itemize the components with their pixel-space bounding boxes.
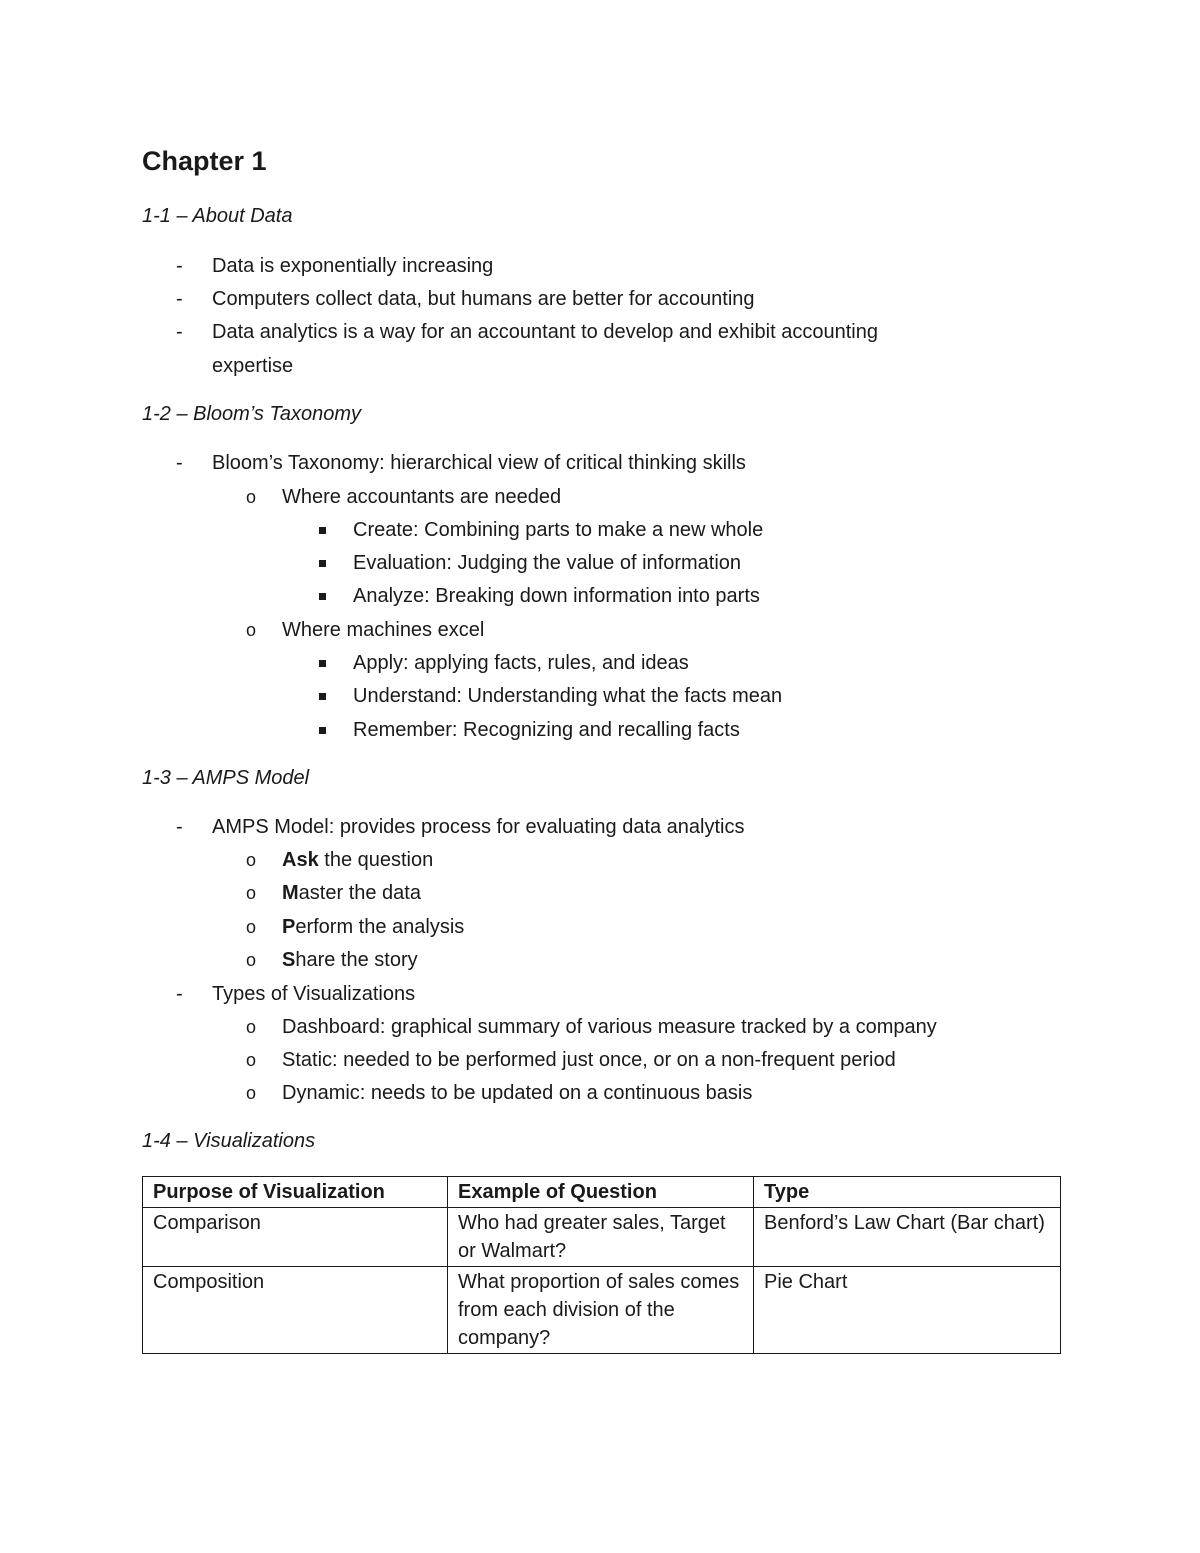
circle-bullet: o	[246, 487, 257, 507]
square-bullet	[319, 527, 326, 534]
column-header-purpose: Purpose of Visualization	[143, 1177, 448, 1208]
square-bullet	[319, 693, 326, 700]
circle-bullet: o	[246, 620, 257, 640]
list-item: Types of Visualizations	[212, 983, 416, 1005]
list-item: Bloom’s Taxonomy: hierarchical view of critical thinking skills	[212, 452, 746, 474]
table-header-row	[143, 1177, 1061, 1208]
amps-step-share	[282, 946, 418, 974]
table-cell: Benford’s Law Chart (Bar chart)	[754, 1208, 1061, 1267]
sub-list-item: Where accountants are needed	[282, 486, 562, 508]
list-item: AMPS Model: provides process for evaluating data analytics	[212, 816, 745, 838]
dash-bullet: -	[176, 288, 183, 310]
amps-rest: the question	[318, 849, 434, 871]
table-cell: Pie Chart	[754, 1267, 1061, 1354]
table-cell: What proportion of sales comes from each division of the company?	[448, 1267, 754, 1354]
visualization-table	[142, 1176, 1061, 1354]
dash-bullet: -	[176, 321, 183, 343]
amps-step-ask	[282, 846, 433, 874]
square-bullet	[319, 660, 326, 667]
amps-letter: Ask	[282, 849, 319, 871]
square-bullet	[319, 727, 326, 734]
sub-sub-list-item: Remember: Recognizing and recalling facts	[353, 719, 740, 741]
dash-bullet: -	[176, 816, 183, 838]
amps-rest: erform the analysis	[295, 916, 465, 938]
section-heading-amps-model: 1-3 – AMPS Model	[142, 767, 310, 789]
section-heading-blooms-taxonomy: 1-2 – Bloom’s Taxonomy	[142, 403, 362, 425]
list-item: Data analytics is a way for an accountant to develop and exhibit accounting	[212, 321, 878, 343]
circle-bullet: o	[246, 1083, 257, 1103]
amps-rest: hare the story	[295, 949, 418, 971]
list-item: Computers collect data, but humans are better for accounting	[212, 288, 755, 310]
amps-step-perform	[282, 913, 464, 941]
sub-list-item: Where machines excel	[282, 619, 485, 641]
dash-bullet: -	[176, 255, 183, 277]
column-header-type: Type	[754, 1177, 1061, 1208]
circle-bullet: o	[246, 883, 257, 903]
section-heading-visualizations: 1-4 – Visualizations	[142, 1130, 316, 1152]
column-header-example: Example of Question	[448, 1177, 754, 1208]
circle-bullet: o	[246, 1050, 257, 1070]
sub-sub-list-item: Evaluation: Judging the value of information	[353, 552, 742, 574]
table-cell: Comparison	[143, 1208, 448, 1267]
amps-rest: aster the data	[298, 882, 421, 904]
circle-bullet: o	[246, 1017, 257, 1037]
table-row	[143, 1267, 1061, 1354]
chapter-title: Chapter 1	[142, 146, 267, 176]
sub-sub-list-item: Understand: Understanding what the facts mean	[353, 685, 783, 707]
amps-letter: M	[282, 882, 299, 904]
dash-bullet: -	[176, 983, 183, 1005]
sub-sub-list-item: Apply: applying facts, rules, and ideas	[353, 652, 689, 674]
amps-letter: P	[282, 916, 296, 938]
list-item-continuation: expertise	[212, 355, 294, 377]
sub-list-item: Dynamic: needs to be updated on a continuous basis	[282, 1082, 753, 1104]
table-cell: Who had greater sales, Target or Walmart?	[448, 1208, 754, 1267]
table-row	[143, 1208, 1061, 1267]
sub-sub-list-item: Analyze: Breaking down information into parts	[353, 585, 760, 607]
sub-list-item: Static: needed to be performed just once, or on a non-frequent period	[282, 1049, 896, 1071]
amps-letter: S	[282, 949, 296, 971]
circle-bullet: o	[246, 950, 257, 970]
square-bullet	[319, 593, 326, 600]
section-heading-about-data: 1-1 – About Data	[142, 205, 293, 227]
list-item: Data is exponentially increasing	[212, 255, 494, 277]
circle-bullet: o	[246, 917, 257, 937]
circle-bullet: o	[246, 850, 257, 870]
sub-sub-list-item: Create: Combining parts to make a new whole	[353, 519, 764, 541]
dash-bullet: -	[176, 452, 183, 474]
sub-list-item: Dashboard: graphical summary of various measure tracked by a company	[282, 1016, 937, 1038]
square-bullet	[319, 560, 326, 567]
table-cell: Composition	[143, 1267, 448, 1354]
amps-step-master	[282, 879, 421, 907]
